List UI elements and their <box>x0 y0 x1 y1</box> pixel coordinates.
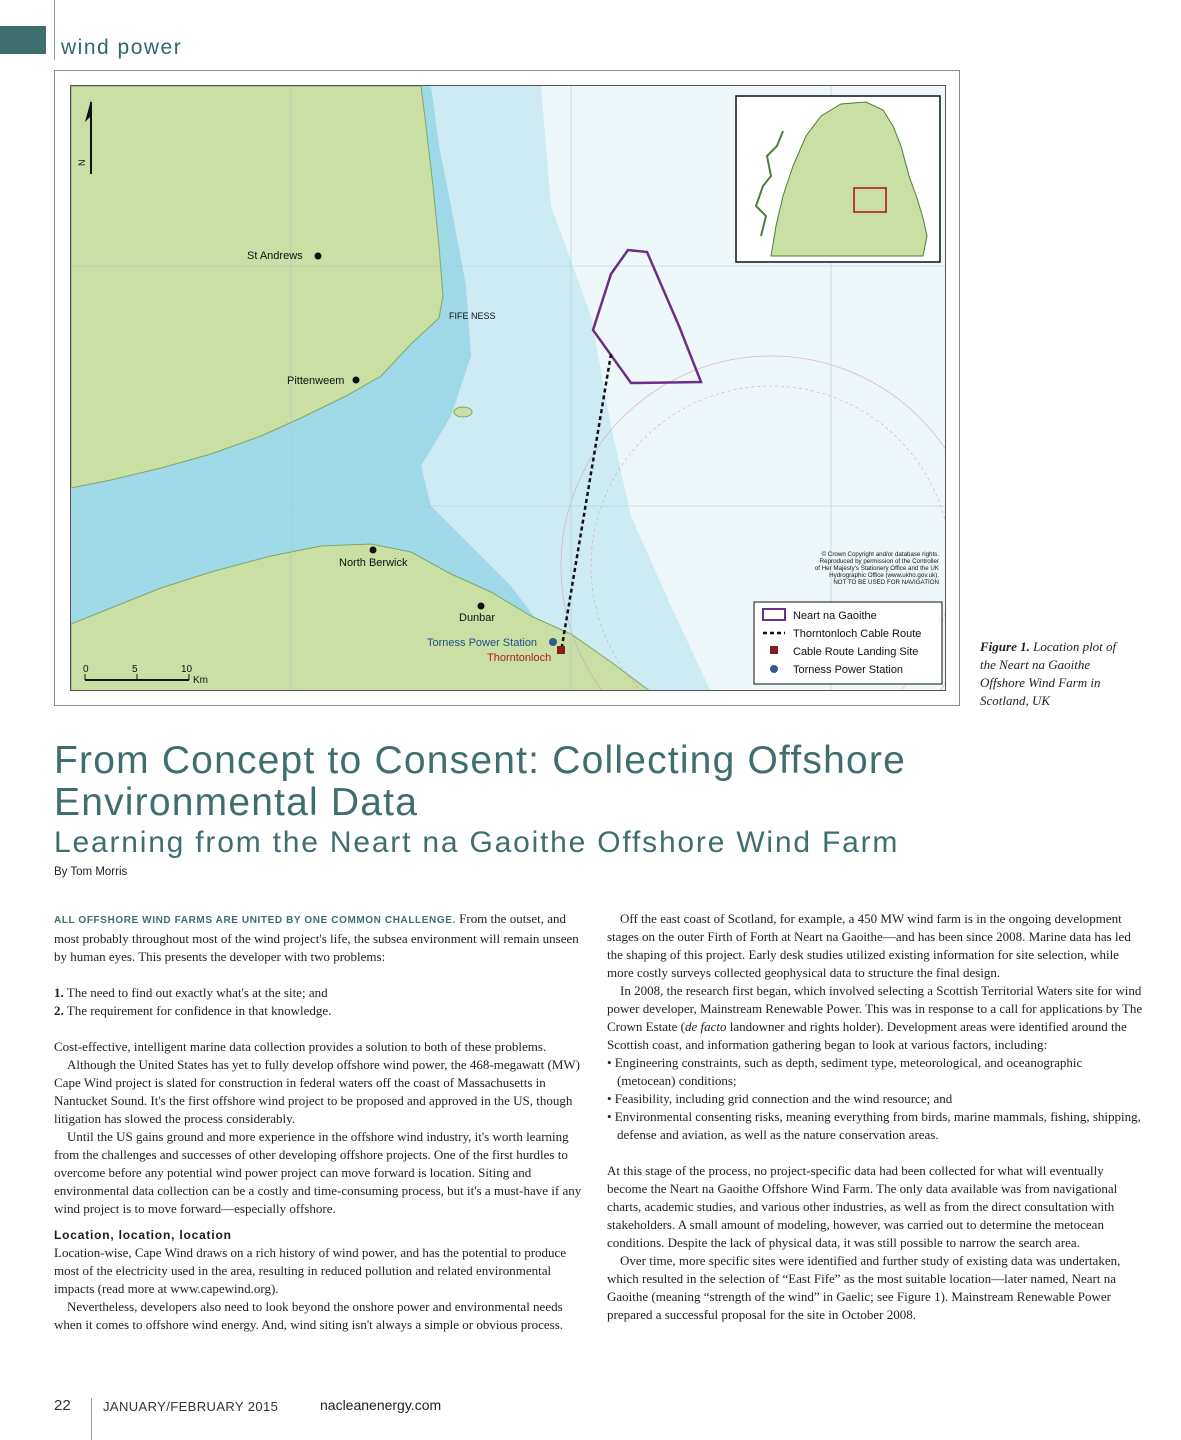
legend-label-cable-route: Thorntonloch Cable Route <box>793 628 922 640</box>
figure-caption <box>980 638 1130 710</box>
section-tab-block <box>0 26 46 54</box>
thorntonloch-label: Thorntonloch <box>487 652 552 664</box>
pittenweem-label: Pittenweem <box>287 375 345 387</box>
st-andrews-label: St Andrews <box>247 250 303 262</box>
st-andrews-marker <box>315 253 322 260</box>
svg-text:Hydrographic Office (www.ukho.: Hydrographic Office (www.ukho.gov.uk). <box>829 572 939 579</box>
legend-label-power-station: Torness Power Station <box>793 664 904 676</box>
body-paragraph: Location-wise, Cape Wind draws on a rich history of wind power, and has the potential to produce most of the electricity used in the area, resulting in reduced pollution and related environmental impacts (read more at www.capewind.org). <box>54 1245 567 1296</box>
svg-text:NOT TO BE USED FOR NAVIGATION: NOT TO BE USED FOR NAVIGATION <box>833 579 939 586</box>
scale-tick-0: 0 <box>83 664 89 675</box>
list-item: 2. The requirement for confidence in that knowledge. <box>54 1003 332 1018</box>
bullet-item: • Engineering constraints, such as depth, sediment type, meteorological, and oceanographic (metocean) conditions; <box>607 1055 1083 1088</box>
inset-map <box>736 96 940 262</box>
body-paragraph: Although the United States has yet to fully develop offshore wind power, the 468-megawatt (MW) Cape Wind project is slated for construction in federal waters off the coast of Massachusetts in Nantucket Sound. It's the first offshore wind project to be proposed and approved in the US, though litigation has slowed the process considerably. <box>54 1057 580 1126</box>
body-paragraph: Until the US gains ground and more experience in the offshore wind industry, it's worth learning from the challenges and successes of other developing offshore projects. One of the first hurdles to overcome before any potential wind power project can move forward is location. Siting and environmental data collection can be a costly and time-consuming process, but it's a must-have if any wind project is to move forward—especially offshore. <box>54 1129 582 1216</box>
body-paragraph: Cost-effective, intelligent marine data collection provides a solution to both of these problems. <box>54 1039 547 1054</box>
lead-in: ALL OFFSHORE WIND FARMS ARE UNITED BY ONE COMMON CHALLENGE. <box>54 915 456 926</box>
copyright-notice <box>815 551 940 586</box>
section-label: wind power <box>61 36 183 59</box>
body-paragraph: In 2008, the research first began, which involved selecting a Scottish Territorial Waters site for wind power developer, Mainstream Renewable Power. This was in response to a call for applications by The Crown Estate (de facto landowner and rights holder). Development areas were identified around the Scottish coast, and information gathering began to look at various factors, including: <box>607 983 1143 1052</box>
north-berwick-label: North Berwick <box>339 557 408 569</box>
website-link[interactable]: nacleanenergy.com <box>320 1397 442 1413</box>
article-column-right <box>607 910 1143 1324</box>
scale-tick-5: 5 <box>132 664 138 675</box>
byline: By Tom Morris <box>54 866 128 878</box>
issue-date: JANUARY/FEBRUARY 2015 <box>103 1399 279 1414</box>
legend-symbol-landing-site <box>770 646 778 654</box>
legend-label-landing-site: Cable Route Landing Site <box>793 646 919 658</box>
page-number: 22 <box>54 1397 71 1414</box>
torness-label: Torness Power Station <box>427 637 538 649</box>
dunbar-label: Dunbar <box>459 612 496 624</box>
fife-ness-label: FIFE NESS <box>449 311 496 321</box>
scale-unit: Km <box>193 675 208 686</box>
article-subtitle: Learning from the Neart na Gaoithe Offshore Wind Farm <box>54 826 900 859</box>
article-title: From Concept to Consent: Collecting Offshore Environmental Data <box>54 739 906 824</box>
figure-caption-text: Location plot of the Neart na Gaoithe Offshore Wind Farm in Scotland, UK <box>980 639 1117 708</box>
bullet-item: • Feasibility, including grid connection and the wind resource; and <box>607 1091 953 1106</box>
article-column-left <box>54 910 590 1334</box>
bullet-item: • Environmental consenting risks, meaning everything from birds, marine mammals, fishing, shipping, defense and aviation, as well as the nature conservation areas. <box>607 1109 1141 1142</box>
landing-site-marker <box>557 646 565 654</box>
dunbar-marker <box>478 603 485 610</box>
footer-divider <box>91 1398 92 1440</box>
isle-of-may <box>454 407 472 417</box>
intro-paragraph: ALL OFFSHORE WIND FARMS ARE UNITED BY ONE COMMON CHALLENGE. From the outset, and most probably throughout most of the wind project's life, the subsea environment will remain unseen by human eyes. This presents the developer with two problems: <box>54 911 579 964</box>
section-heading: Location, location, location <box>54 1228 232 1242</box>
location-map <box>71 86 946 691</box>
map-canvas <box>70 85 946 691</box>
map-legend <box>754 602 942 684</box>
north-label: N <box>77 159 87 166</box>
legend-label-wind-farm: Neart na Gaoithe <box>793 610 877 622</box>
legend-symbol-power-station <box>770 665 778 673</box>
body-paragraph: At this stage of the process, no project-specific data had been collected for what will eventually become the Neart na Gaoithe Offshore Wind Farm. The only data available was from navigational charts, academic studies, and various other industries, as well as from the direct consultation with stakeholders. A small amount of modeling, however, was carried out to determine the metocean conditions. Despite the lack of physical data, it was still possible to narrow the search area. <box>607 1163 1118 1250</box>
header-divider <box>54 0 55 60</box>
body-paragraph: Nevertheless, developers also need to look beyond the onshore power and environmental needs when it comes to offshore wind energy. And, wind siting isn't always a simple or obvious process. <box>54 1299 564 1332</box>
list-item: 1. The need to find out exactly what's at the site; and <box>54 985 328 1000</box>
north-berwick-marker <box>370 547 377 554</box>
svg-text:of Her Majesty's Stationery Of: of Her Majesty's Stationery Office and the UK <box>814 565 939 572</box>
location-map-figure <box>54 70 960 706</box>
pittenweem-marker <box>353 377 360 384</box>
body-paragraph: Over time, more specific sites were identified and further study of existing data was undertaken, which resulted in the selection of “East Fife” as the most suitable location—later named, Neart na Gaoithe (meaning “strength of the wind” in Gaelic; see Figure 1). Mainstream Renewable Power prepared a successful proposal for the site in October 2008. <box>607 1253 1121 1322</box>
body-paragraph: Off the east coast of Scotland, for example, a 450 MW wind farm is in the ongoing development stages on the outer Firth of Forth at Neart na Gaoithe—and has been since 2008. Marine data has led the shaping of this project. Early desk studies utilized existing information for site selection, while more costly surveys collected geophysical data to structure the final design. <box>607 911 1131 980</box>
scale-tick-10: 10 <box>181 664 193 675</box>
svg-text:© Crown Copyright and/or datab: © Crown Copyright and/or database rights. <box>821 551 939 558</box>
svg-text:Reproduced by permission of th: Reproduced by permission of the Controller <box>819 558 939 565</box>
torness-marker <box>549 638 557 646</box>
figure-caption-label: Figure 1. <box>980 639 1030 654</box>
